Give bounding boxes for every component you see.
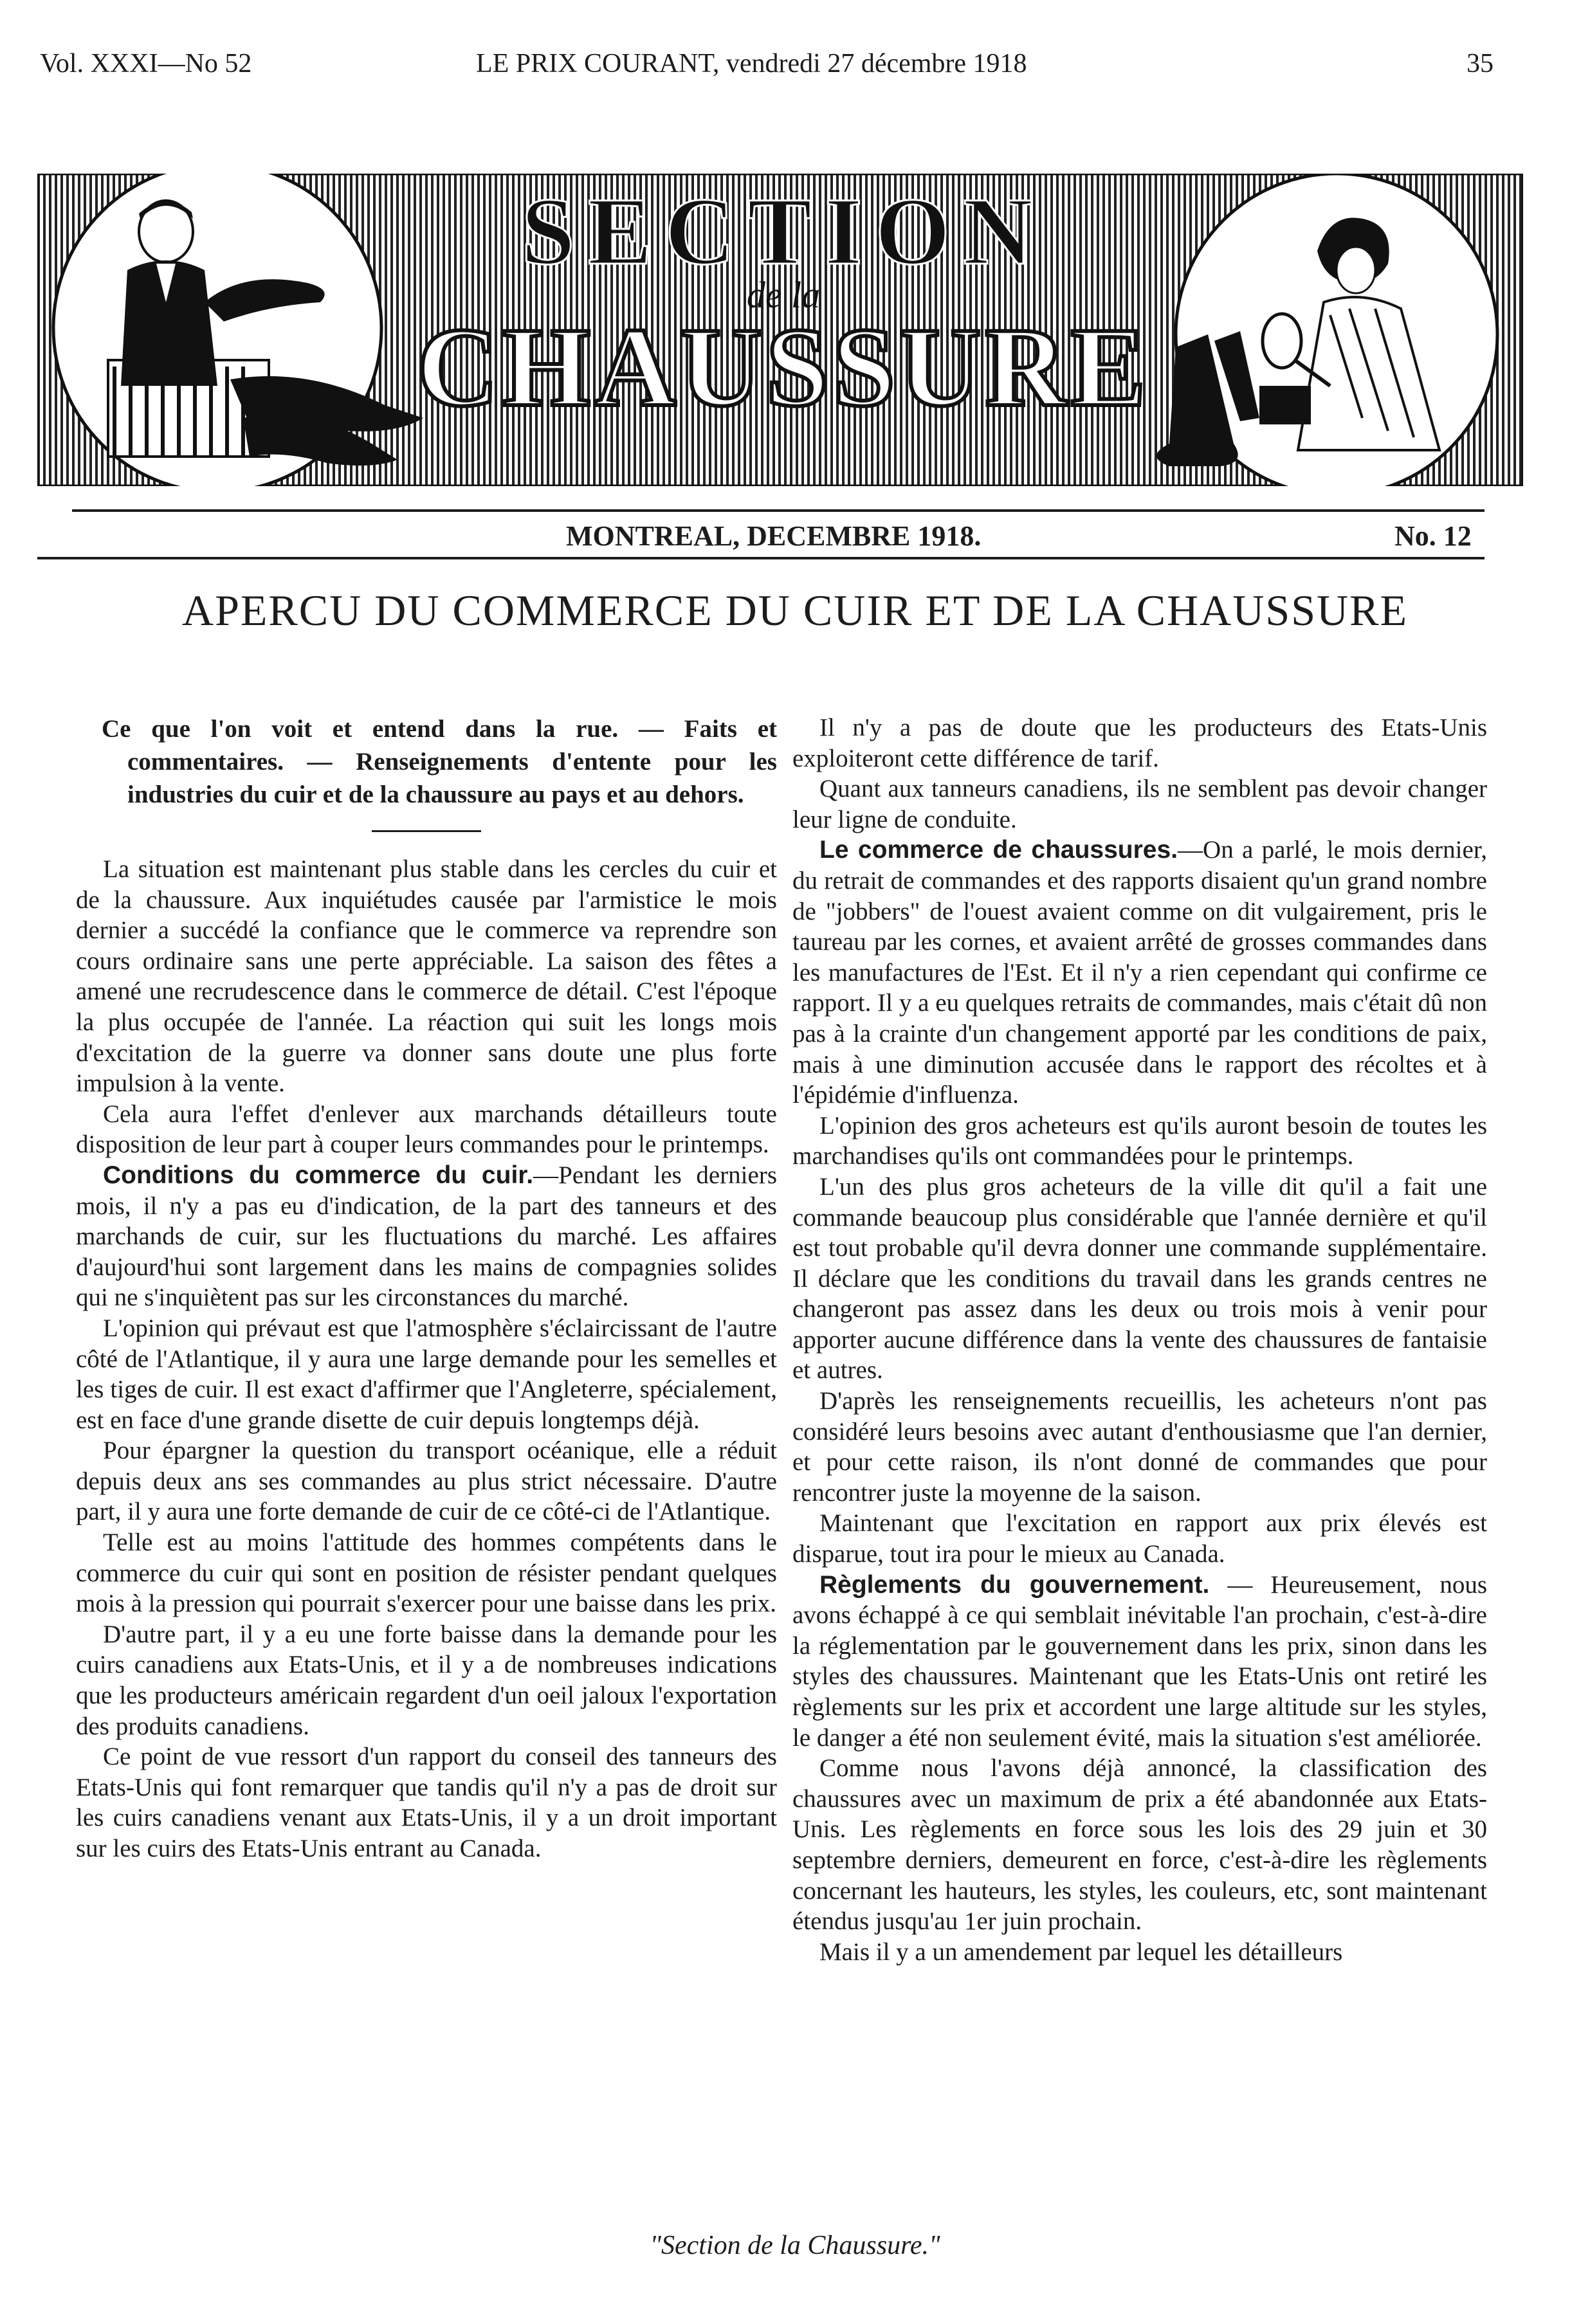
- issue-number: No. 12: [1394, 520, 1472, 552]
- left-paragraph-2: Cela aura l'effet d'enlever aux marchands détailleurs toute disposition de leur part à couper leurs commandes pour le printemps.: [76, 1100, 777, 1159]
- left-paragraph-1: La situation est maintenant plus stable dans les cercles du cuir et de la chaussure. Aux inquiétudes causée par l'armistice le mois dernier a succédé la confiance que le commerce va reprendre son cours ordinaire sans une perte appréciable. La saison des fêtes a amené une recrudescence dans le commerce de détail. C'est l'époque la plus occupée de l'année. La réaction qui suit les longs mois d'excitation de la guerre va donner sans doute une plus forte impulsion à la vente.: [76, 855, 777, 1098]
- shoe-paragraph-1: —On a parlé, le mois dernier, du retrait de commandes et des rapports disaient qu'un grand nombre de "jobbers" de l'ouest avaient comme on dit vulgairement, pris le taureau par les cornes, et avaient arrêté de grosses commandes dans les manufactures de l'Est. Et il n'y a rien cependant qui confirme ce rapport. Il y a eu quelques retraits de commandes, mais c'était dû non pas à la crainte d'un changement apporté par les conditions de paix, mais à une diminution accusée dans le rapport des récoltes et à l'épidémie d'influenza.: [792, 836, 1487, 1109]
- right-paragraph-2: Quant aux tanneurs canadiens, ils ne semblent pas devoir changer leur ligne de conduite.: [792, 775, 1487, 833]
- shoe-heading: Le commerce de chaussures.: [819, 836, 1178, 864]
- article-title: APERCU DU COMMERCE DU CUIR ET DE LA CHAUSSURE: [181, 586, 1409, 635]
- leather-paragraph-2: L'opinion qui prévaut est que l'atmosphère s'éclaircissant de l'autre côté de l'Atlantique, il y aura une large demande pour les semelles et les tiges de cuir. Il est exact d'affirmer que l'Angleterre, spécialement, est en face d'une grande disette de cuir depuis longtemps déjà.: [76, 1314, 777, 1434]
- masthead-line1: SECTION: [521, 178, 1046, 285]
- leather-paragraph-4: Telle est au moins l'attitude des hommes compétents dans le commerce du cuir qui sont en position de résister pendant quelques mois à la pression qui pourrait s'exercer pour une baisse dans les prix.: [76, 1529, 777, 1618]
- volume-number: Vol. XXXI—No 52: [40, 49, 252, 78]
- gov-paragraph-1: — Heureusement, nous avons échappé à ce qui semblait inévitable l'an prochain, c'est-à-dire la réglementation par le gouvernement dans les prix, sinon dans les styles des chaussures. Maintenant que les Etats-Unis ont retiré les règlements sur les prix et accordent une large altitude sur les styles, le danger a été non seulement évité, mais la situation s'est améliorée.: [792, 1570, 1488, 1752]
- shoe-paragraph-2: L'opinion des gros acheteurs est qu'ils auront besoin de toutes les marchandises qu'ils ont commandées pour le printemps.: [792, 1111, 1487, 1170]
- right-paragraph-1: Il n'y a pas de doute que les producteurs des Etats-Unis exploiteront cette différence de tarif.: [792, 714, 1487, 772]
- subheader-top-rule: [72, 509, 1485, 512]
- masthead-line3: CHAUSSURE: [417, 305, 1150, 430]
- shoe-paragraph-4: D'après les renseignements recueillis, les acheteurs n'ont pas considéré leurs besoins avec autant d'enthousiasme que l'an dernier, et pour cette raison, ils n'ont donné de commandes que pour rencontrer juste la moyenne de la saison.: [792, 1387, 1487, 1507]
- shoe-trade-paragraph: [792, 835, 1487, 1110]
- subheader-city-date: MONTREAL, DECEMBRE 1918.: [566, 520, 982, 552]
- shoe-paragraph-3: L'un des plus gros acheteurs de la ville dit qu'il a fait une commande beaucoup plus considérable que l'année dernière et qu'il est tout probable qu'il devra donner une commande supplémentaire. Il déclare que les conditions du travail dans les grands centres ne changeront pas assez dans les deux ou trois mois à venir pour apporter aucune différence dans la vente des chaussures de fantaisie et autres.: [792, 1172, 1487, 1384]
- leather-paragraph-5: D'autre part, il y a eu une forte baisse dans la demande pour les cuirs canadiens aux Etats-Unis, et il y a de nombreuses indications que les producteurs américain regardent d'un oeil jaloux l'exportation des produits canadiens.: [76, 1620, 777, 1740]
- gov-paragraph-2: Comme nous l'avons déjà annoncé, la classification des chaussures avec un maximum de prix a été abandonnée aux Etats-Unis. Les règlements en force sous les lois des 29 juin et 30 septembre derniers, demeurent en force, c'est-à-dire les règlements concernant les hauteurs, les styles, les couleurs, etc, sont maintenant étendus jusqu'au 1er juin prochain.: [792, 1754, 1487, 1936]
- masthead-illustration: [37, 174, 1523, 486]
- gov-paragraph-3: Mais il y a un amendement par lequel les détailleurs: [819, 1938, 1343, 1966]
- leather-paragraph-3: Pour épargner la question du transport océanique, elle a réduit depuis deux ans ses commandes au plus strict nécessaire. D'autre part, il y aura une forte demande de cuir de ce côté-ci de l'Atlantique.: [76, 1437, 777, 1526]
- footer-credit: "Section de la Chaussure.": [650, 2231, 940, 2260]
- subheader-bottom-rule: [37, 557, 1485, 559]
- leather-heading: Conditions du commerce du cuir.: [103, 1161, 534, 1189]
- article-summary: Ce que l'on voit et entend dans la rue. — Faits et commentaires. — Renseignements d'entente pour les industries du cuir et de la chaussure au pays et au dehors.: [102, 715, 777, 808]
- leather-paragraph-1: —Pendant les derniers mois, il n'y a pas eu d'indication, de la part des tanneurs et des marchands de cuir, sur les fluctuations du marché. Les affaires d'aujourd'hui sont largement dans les mains de compagnies solides qui ne s'inquiètent pas sur les circonstances du marché.: [76, 1161, 777, 1312]
- shoe-paragraph-5: Maintenant que l'excitation en rapport aux prix élevés est disparue, tout ira pour le mieux au Canada.: [792, 1509, 1487, 1568]
- masthead-line2: de la: [746, 274, 821, 316]
- leather-paragraph-6: Ce point de vue ressort d'un rapport du conseil des tanneurs des Etats-Unis qui font remarquer que tandis qu'il n'y a pas de droit sur les cuirs canadiens venant aux Etats-Unis, il y a un droit important sur les cuirs des Etats-Unis entrant au Canada.: [76, 1743, 777, 1862]
- left-column: [76, 713, 777, 1864]
- publication-date: LE PRIX COURANT, vendredi 27 décembre 1918: [476, 49, 1027, 78]
- section-divider: [372, 830, 481, 832]
- masthead-banner: [37, 174, 1523, 486]
- gov-heading: Règlements du gouvernement.: [819, 1570, 1210, 1599]
- government-paragraph: [792, 1570, 1487, 1754]
- page-number: 35: [1467, 49, 1494, 78]
- right-column: [792, 713, 1487, 1967]
- leather-conditions-paragraph: [76, 1160, 777, 1313]
